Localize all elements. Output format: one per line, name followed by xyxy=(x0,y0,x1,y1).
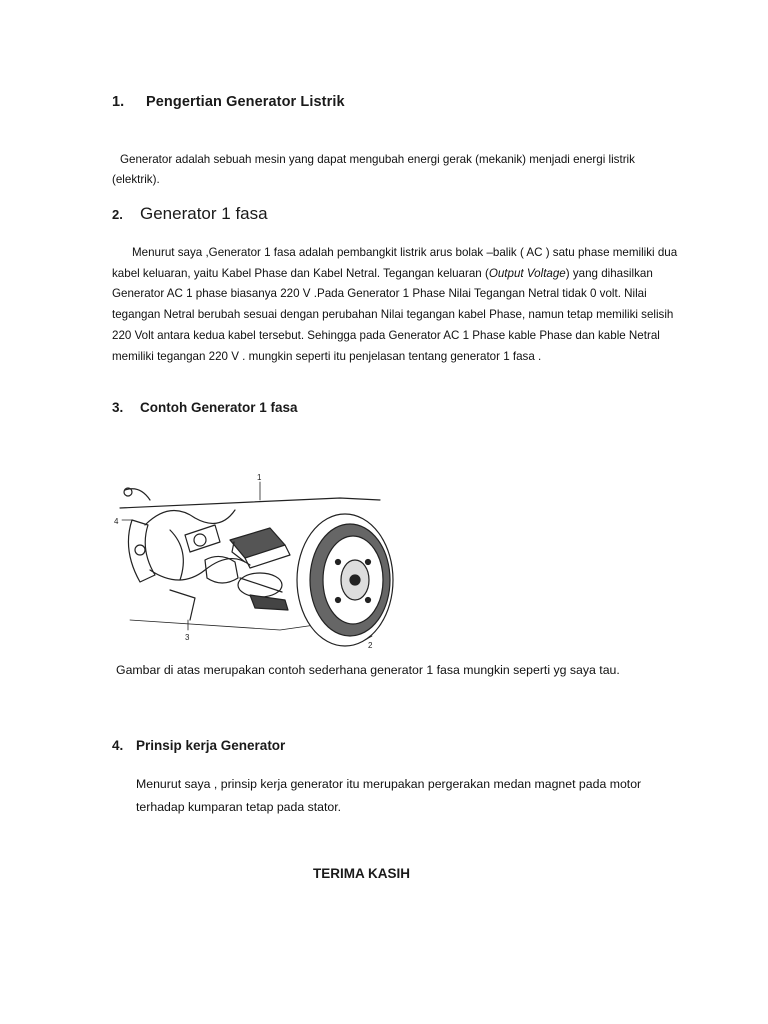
figure-label-4: 4 xyxy=(114,517,119,526)
section-3-heading xyxy=(112,400,298,415)
section-1-title: Pengertian Generator Listrik xyxy=(146,94,345,110)
section-4-paragraph: Menurut saya , prinsip kerja generator itu merupakan pergerakan medan magnet pada motor terhadap kumparan tetap pada stator. xyxy=(136,777,642,814)
figure-label-2: 2 xyxy=(368,641,373,650)
section-1-number: 1. xyxy=(112,94,125,110)
section-2-heading xyxy=(112,204,268,224)
figure-caption: Gambar di atas merupakan contoh sederhana generator 1 fasa mungkin seperti yg saya tau. xyxy=(116,663,620,677)
section-4-heading xyxy=(112,738,285,753)
figure-label-3: 3 xyxy=(185,633,190,642)
generator-diagram xyxy=(110,470,395,650)
section-3-number: 3. xyxy=(112,400,124,415)
section-2-paragraph xyxy=(112,243,687,367)
section-1-paragraph xyxy=(112,150,672,190)
figure-label-1: 1 xyxy=(257,473,262,482)
section-2-text-part2: ) yang dihasilkan Generator AC 1 phase biasanya 220 V .Pada Generator 1 Phase Nilai Tegangan Netral tidak 0 volt. Nilai tegangan Netral berubah sesuai dengan perubahan Nilai tegangan kabel Phase, namun tetap memiliki selisih 220 Volt antara kedua kabel tersebut. Sehingga pada Generator AC 1 Phase kable Phase dan kable Netral memiliki tegangan 220 V . mungkin seperti itu penjelasan tentang generator 1 fasa . xyxy=(112,266,674,363)
section-3-title: Contoh Generator 1 fasa xyxy=(140,400,298,415)
section-4-title: Prinsip kerja Generator xyxy=(136,738,286,753)
section-2-number: 2. xyxy=(112,207,123,222)
section-2-title: Generator 1 fasa xyxy=(140,204,268,223)
closing-text: TERIMA KASIH xyxy=(313,866,410,881)
section-1-text: Generator adalah sebuah mesin yang dapat mengubah energi gerak (mekanik) menjadi energi listrik (elektrik). xyxy=(112,153,635,186)
generator-diagram-svg xyxy=(110,470,395,650)
section-1-heading xyxy=(112,94,345,110)
section-2-text-italic: Output Voltage xyxy=(488,266,566,280)
section-4-number: 4. xyxy=(112,738,124,753)
section-2-text-part1: Menurut saya ,Generator 1 fasa adalah pembangkit listrik arus bolak –balik ( AC ) satu phase memiliki dua kabel keluaran, yaitu Kabel Phase dan Kabel Netral. Tegangan keluaran ( xyxy=(112,246,678,280)
